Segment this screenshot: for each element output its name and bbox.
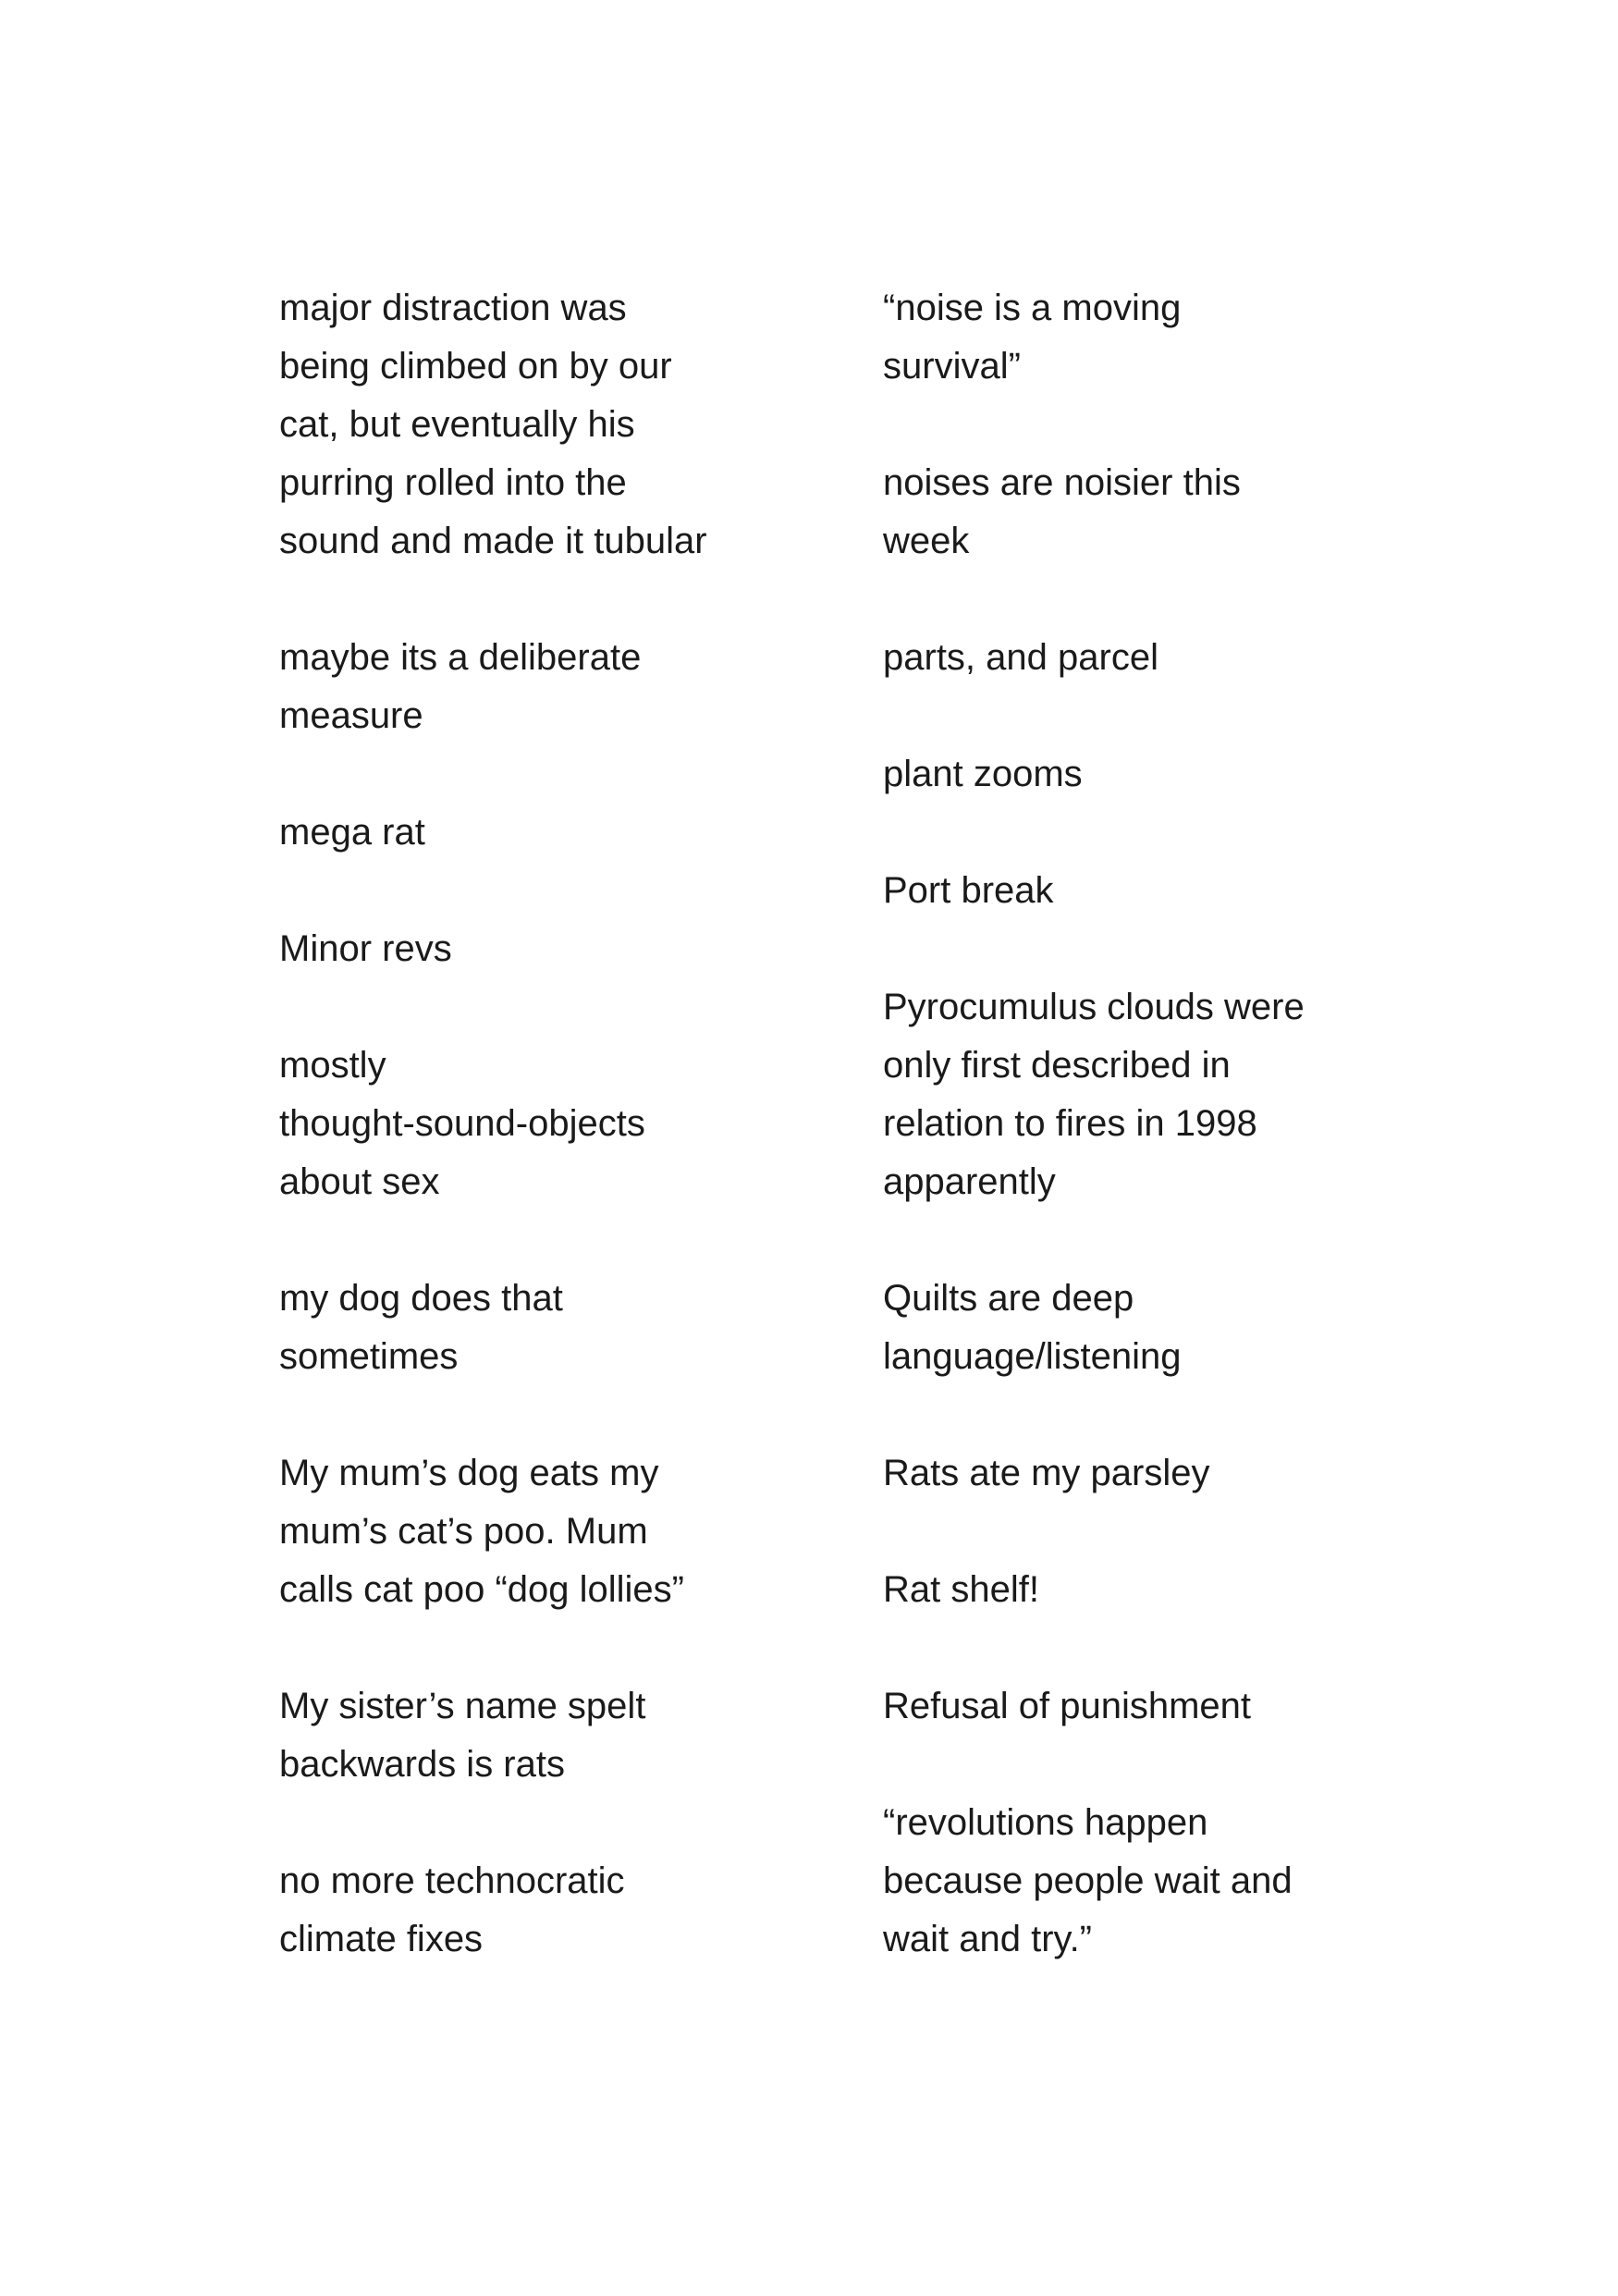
- text-line: language/listening: [883, 1336, 1182, 1377]
- blank-line: [883, 1503, 1401, 1561]
- text-line: calls cat poo “dog lollies”: [279, 1569, 684, 1610]
- text-line: My sister’s name spelt: [279, 1686, 646, 1726]
- text-line: parts, and parcel: [883, 637, 1158, 678]
- text-line: week: [883, 521, 970, 561]
- text-line: Rats ate my parsley: [883, 1453, 1210, 1493]
- text-line: because people wait and: [883, 1860, 1293, 1901]
- text-line: thought-sound-objects: [279, 1103, 645, 1144]
- blank-line: [883, 396, 1401, 454]
- blank-line: [279, 1794, 797, 1852]
- text-line: Minor revs: [279, 928, 452, 969]
- blank-line: [279, 1211, 797, 1270]
- blank-line: [883, 571, 1401, 629]
- blank-line: [883, 1619, 1401, 1677]
- text-line: my dog does that: [279, 1278, 563, 1319]
- blank-line: [279, 862, 797, 920]
- text-line: backwards is rats: [279, 1744, 565, 1785]
- text-line: Rat shelf!: [883, 1569, 1039, 1610]
- text-line: “revolutions happen: [883, 1802, 1208, 1843]
- text-line: Quilts are deep: [883, 1278, 1134, 1319]
- text-line: noises are noisier this: [883, 462, 1241, 503]
- text-line: only first described in: [883, 1045, 1231, 1086]
- text-line: purring rolled into the: [279, 462, 627, 503]
- text-line: relation to fires in 1998: [883, 1103, 1257, 1144]
- text-line: maybe its a deliberate: [279, 637, 642, 678]
- text-line: measure: [279, 695, 423, 736]
- blank-line: [883, 1736, 1401, 1794]
- text-line: plant zooms: [883, 754, 1083, 794]
- blank-line: [279, 1619, 797, 1677]
- blank-line: [883, 804, 1401, 862]
- text-line: Port break: [883, 870, 1054, 911]
- text-line: Pyrocumulus clouds were: [883, 987, 1305, 1027]
- text-line: mostly: [279, 1045, 386, 1086]
- text-line: survival”: [883, 346, 1021, 387]
- text-line: apparently: [883, 1161, 1056, 1202]
- blank-line: [883, 1386, 1401, 1444]
- text-line: cat, but eventually his: [279, 404, 635, 445]
- text-line: My mum’s dog eats my: [279, 1453, 659, 1493]
- blank-line: [883, 687, 1401, 745]
- text-line: sometimes: [279, 1336, 459, 1377]
- text-line: about sex: [279, 1161, 440, 1202]
- text-line: Refusal of punishment: [883, 1686, 1252, 1726]
- text-line: mega rat: [279, 812, 425, 853]
- text-line: major distraction was: [279, 288, 627, 328]
- text-line: sound and made it tubular: [279, 521, 707, 561]
- text-line: climate fixes: [279, 1919, 484, 1959]
- text-line: mum’s cat’s poo. Mum: [279, 1511, 648, 1552]
- blank-line: [279, 745, 797, 804]
- blank-line: [279, 571, 797, 629]
- right-column: [883, 279, 1401, 1969]
- blank-line: [279, 978, 797, 1037]
- text-line: wait and try.”: [883, 1919, 1092, 1959]
- left-column: [279, 279, 797, 1969]
- blank-line: [883, 920, 1401, 978]
- text-line: “noise is a moving: [883, 288, 1182, 328]
- text-line: no more technocratic: [279, 1860, 625, 1901]
- blank-line: [279, 1386, 797, 1444]
- blank-line: [883, 1211, 1401, 1270]
- text-line: being climbed on by our: [279, 346, 672, 387]
